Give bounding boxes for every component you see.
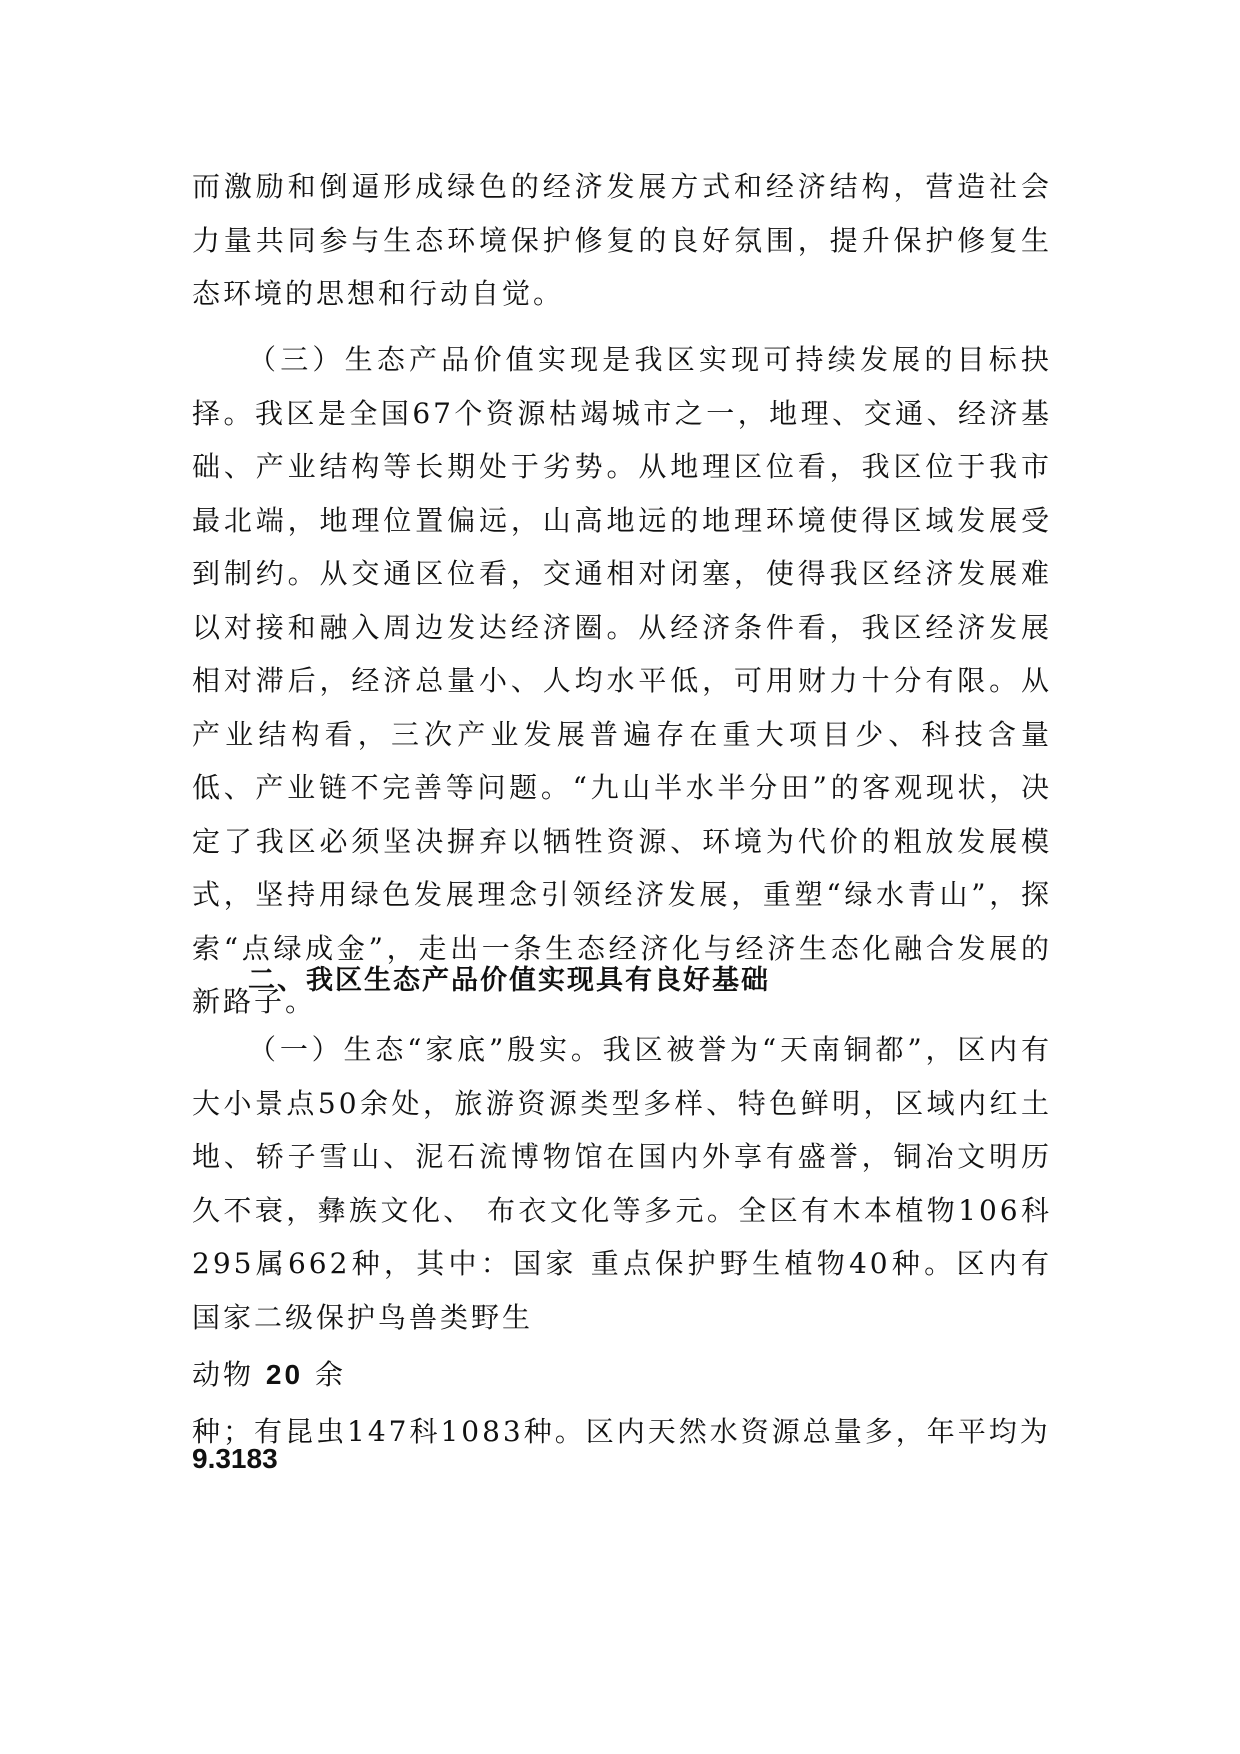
- line-animals-prefix: 动物: [192, 1358, 266, 1391]
- paragraph-subsection-one: （一）生态“家底”殷实。我区被誉为“天南铜都”，区内有大小景点50余处，旅游资源类型多样、特色鲜明，区域内红土地、轿子雪山、泥石流博物馆在国内外享有盛誉，铜冶文明历久不衰，彝族文化、 布衣文化等多元。全区有木本植物106科295属662种，其中：国家 重点保护野生植物40种。区内有国家二级保护鸟兽类野生: [192, 1033, 1052, 1334]
- section-heading-two: 二、我区生态产品价值实现具有良好基础: [248, 965, 770, 996]
- line-animals-number: 20: [265, 1359, 304, 1390]
- paragraph-continuation: 而激励和倒逼形成绿色的经济发展方式和经济结构，营造社会力量共同参与生态环境保护修复的良好氛围，提升保护修复生态环境的思想和行动自觉。: [192, 170, 1052, 310]
- bold-number: 9.3183: [192, 1443, 278, 1474]
- line-insects: 种；有昆虫147科1083种。区内天然水资源总量多，年平均为: [192, 1415, 1051, 1448]
- line-animals: [192, 1353, 346, 1393]
- paragraph-section-three: （三）生态产品价值实现是我区实现可持续发展的目标抉择。我区是全国67个资源枯竭城市之一，地理、交通、经济基础、产业结构等长期处于劣势。从地理区位看，我区位于我市最北端，地理位置偏远，山高地远的地理环境使得区域发展受到制约。从交通区位看，交通相对闭塞，使得我区经济发展难以对接和融入周边发达经济圈。从经济条件看，我区经济发展相对滞后，经济总量小、人均水平低，可用财力十分有限。从产业结构看，三次产业发展普遍存在重大项目少、科技含量低、产业链不完善等问题。“九山半水半分田”的客观现状，决定了我区必须坚决摒弃以牺牲资源、环境为代价的粗放发展模式，坚持用绿色发展理念引领经济发展，重塑“绿水青山”，探索“点绿成金”，走出一条生态经济化与经济生态化融合发展的新路子。: [192, 343, 1052, 1018]
- line-animals-suffix: 余: [303, 1358, 346, 1391]
